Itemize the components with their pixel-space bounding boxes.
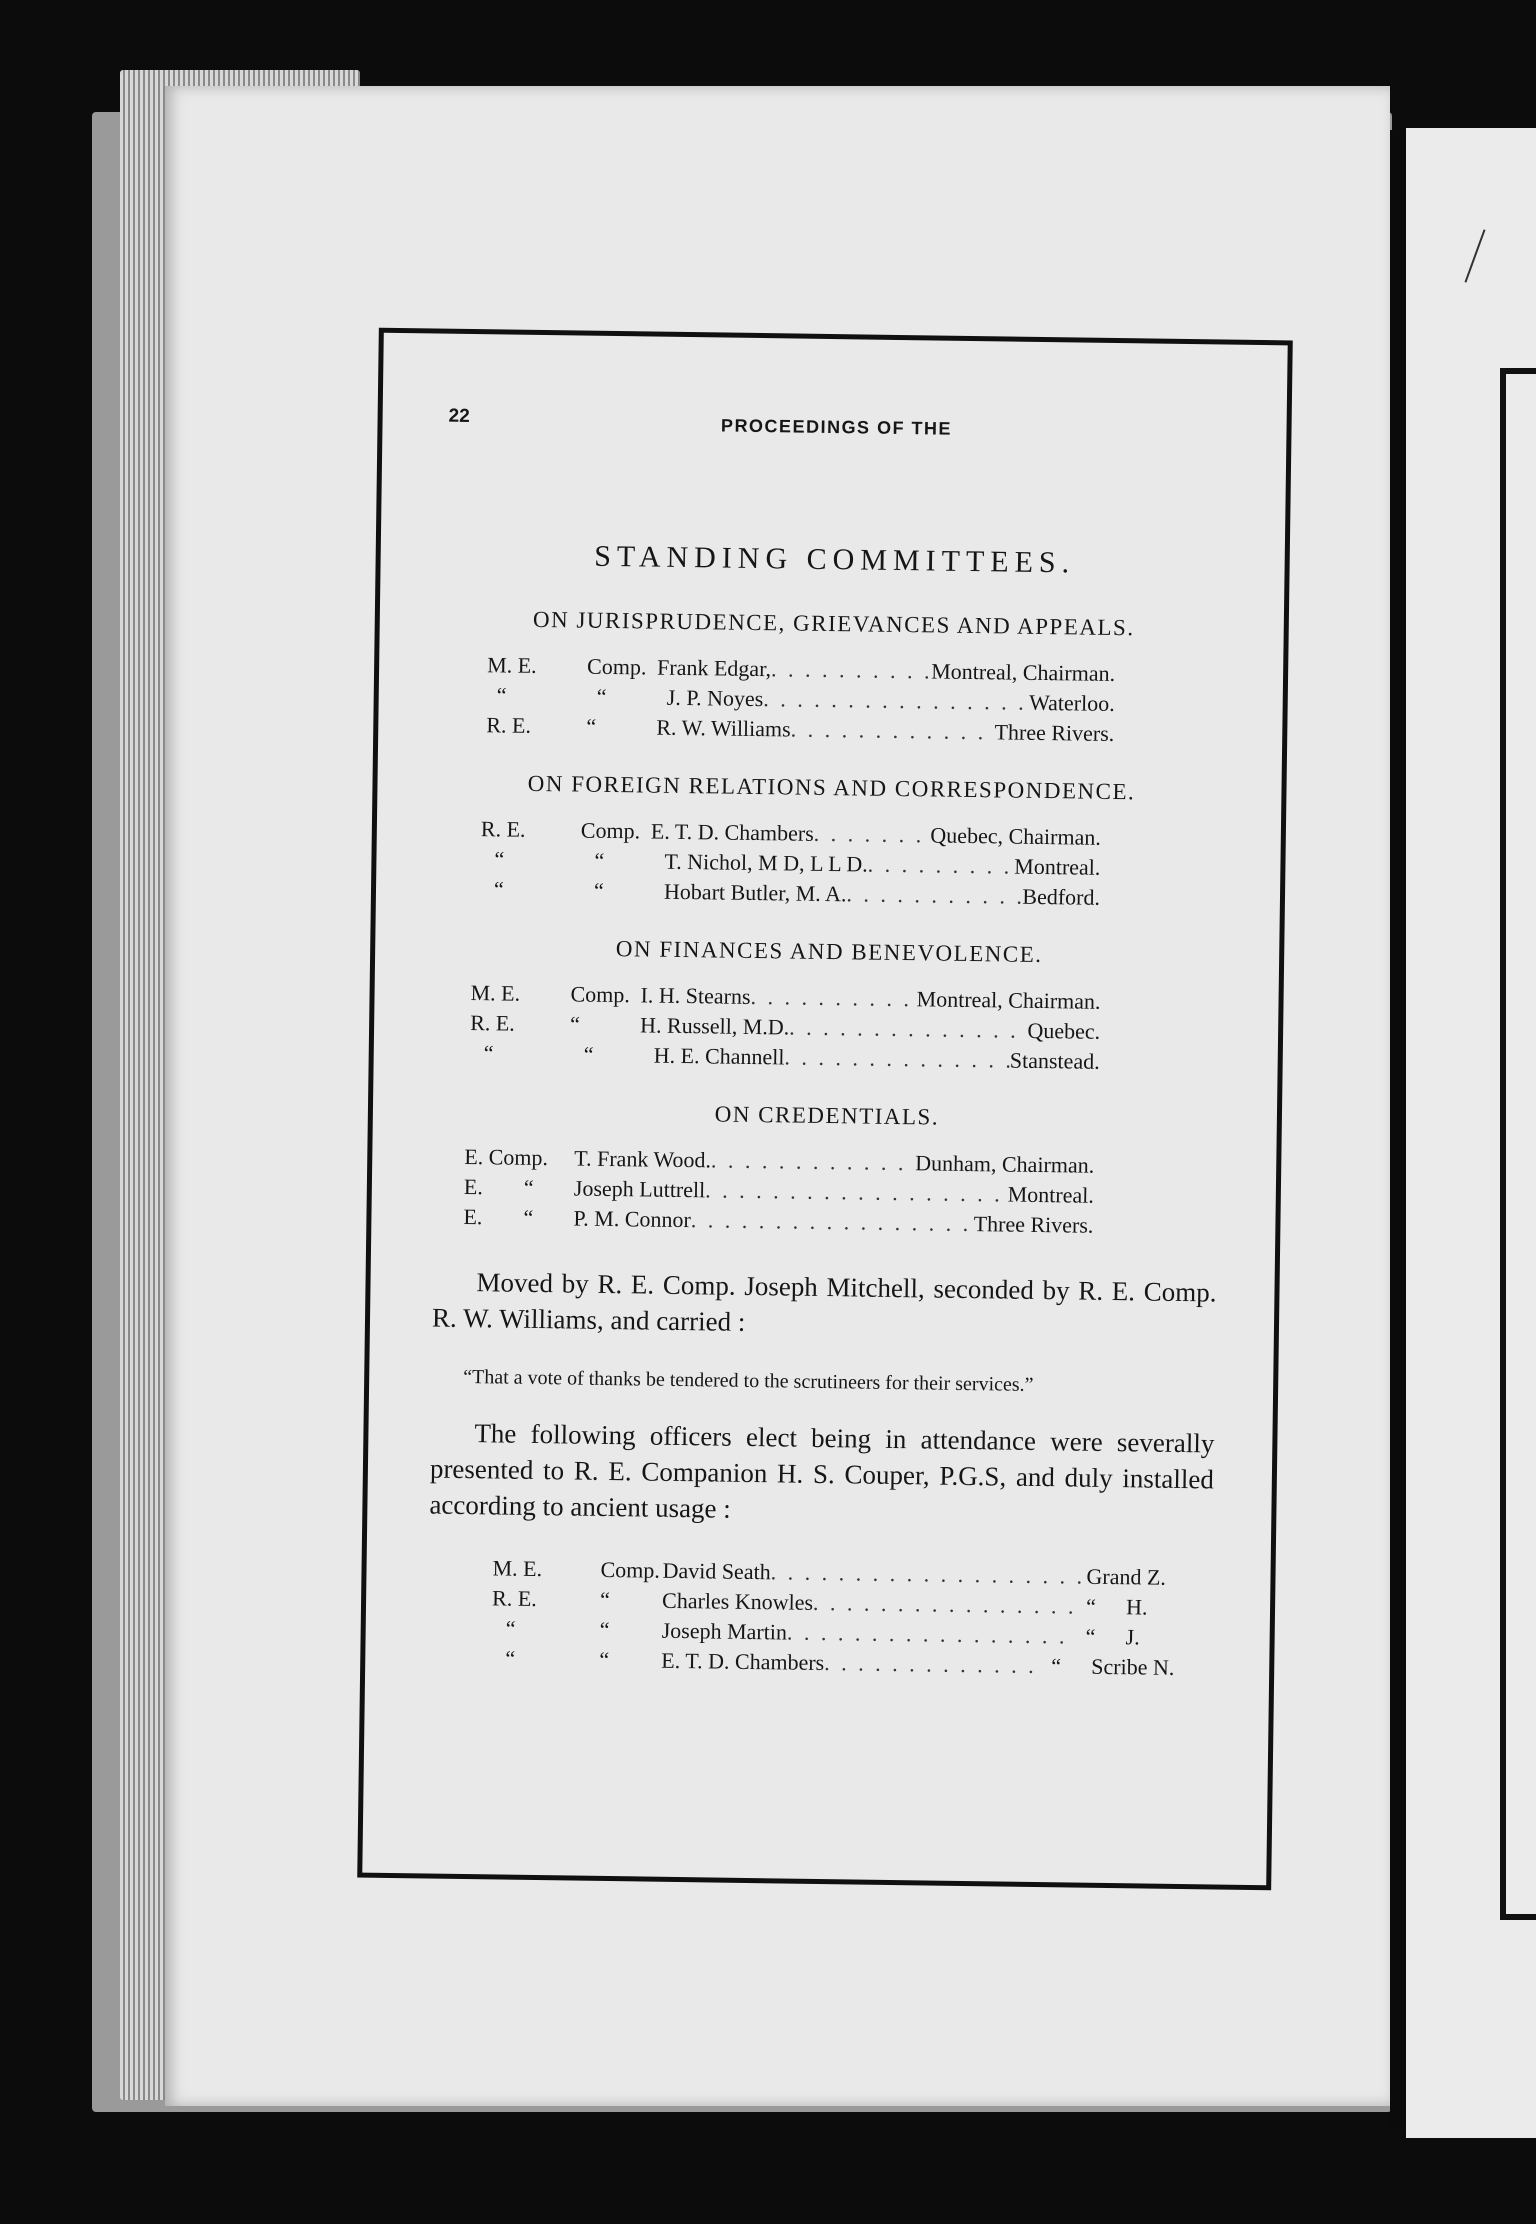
officer-list [491, 1553, 1193, 1683]
member-title: M. E. [470, 980, 521, 1006]
member-comp: Comp. [586, 653, 647, 680]
member-list [480, 814, 1101, 913]
member-place: Bedford. [1022, 883, 1101, 910]
gutter [1390, 130, 1406, 2130]
member-comp: “ [523, 1204, 534, 1230]
officer-role: Scribe N. [1091, 1653, 1175, 1680]
motion-paragraph [432, 1264, 1217, 1347]
right-page-frame [1500, 368, 1536, 1920]
member-name: Joseph Luttrell [573, 1175, 706, 1203]
member-place: Stanstead. [1009, 1047, 1100, 1074]
member-name: Hobart Butler, M. A. [663, 878, 847, 907]
dot-leader [711, 1145, 916, 1178]
member-place: Dunham, Chairman. [915, 1150, 1095, 1178]
section-title: STANDING COMMITTEES. [593, 539, 1076, 580]
dot-leader [789, 1012, 1028, 1045]
running-head: PROCEEDINGS OF THE [720, 415, 953, 439]
member-title: E. [463, 1173, 484, 1200]
member-title: “ [496, 682, 507, 708]
member-title: M. E. [486, 652, 537, 678]
dot-leader [763, 684, 1029, 718]
member-place: Montreal. [1007, 1181, 1094, 1208]
member-comp: “ [593, 877, 604, 903]
member-name: R. W. Williams [656, 714, 791, 742]
member-place: Three Rivers. [973, 1211, 1094, 1238]
member-name: Frank Edgar, [656, 654, 772, 682]
member-place: Montreal. [1014, 853, 1101, 880]
committee-finances [436, 934, 1222, 1079]
member-comp: Comp. [580, 817, 641, 844]
member-comp: “ [596, 683, 607, 709]
member-name: H. E. Channell [653, 1042, 785, 1070]
member-place: Three Rivers. [994, 719, 1115, 747]
officer-ditto: “ [1085, 1593, 1097, 1619]
member-name: I. H. Stearns [640, 982, 751, 1009]
officer-role: H. [1125, 1594, 1148, 1620]
motion-text: Moved by R. E. Comp. Joseph Mitchell, seconded by R. E. Comp. R. W. Williams, and carried : [431, 1267, 1217, 1337]
dot-leader [784, 1042, 1010, 1075]
member-place: Quebec. [1027, 1017, 1101, 1044]
page-number: 22 [448, 405, 470, 427]
officer-title: M. E. [492, 1555, 543, 1582]
member-name: P. M. Connor [573, 1205, 691, 1233]
member-comp: “ [583, 1041, 594, 1067]
officer-comp: “ [599, 1586, 611, 1613]
officer-title: R. E. [491, 1585, 537, 1612]
committee-heading: ON FINANCES AND BENEVOLENCE. [615, 936, 1043, 968]
member-place: Quebec, Chairman. [930, 822, 1101, 850]
member-title: E. Comp. [464, 1143, 549, 1171]
dot-leader [770, 1557, 1086, 1591]
member-name: H. Russell, M.D. [639, 1012, 790, 1040]
member-comp: “ [523, 1174, 534, 1200]
committee-heading: ON CREDENTIALS. [714, 1101, 940, 1130]
member-list [486, 650, 1115, 749]
installation-text: The following officers elect being in attendance were severally presented to R. E. Companion H. S. Couper, P.G.S, and duly installed according to ancient usage : [429, 1418, 1215, 1524]
dot-leader [787, 1618, 1072, 1652]
member-comp: “ [586, 713, 597, 739]
officer-name: David Seath [662, 1557, 771, 1585]
officer-role: J. [1125, 1624, 1140, 1650]
officer-comp: “ [599, 1646, 610, 1673]
member-title: R. E. [480, 816, 526, 842]
installation-paragraph [429, 1415, 1214, 1534]
member-list [470, 978, 1101, 1077]
dot-leader [814, 819, 931, 851]
member-title: “ [483, 1040, 494, 1066]
member-title: “ [493, 876, 504, 902]
officer-ditto: “ [1085, 1623, 1096, 1649]
officer-title: “ [505, 1615, 516, 1641]
member-title: R. E. [469, 1010, 515, 1036]
committee-heading: ON FOREIGN RELATIONS AND CORRESPONDENCE. [527, 770, 1136, 805]
officer-name: Charles Knowles [661, 1587, 814, 1615]
dot-leader [824, 1648, 1037, 1681]
member-place: Waterloo. [1028, 689, 1115, 717]
page-frame [357, 328, 1293, 1891]
dot-leader [771, 654, 932, 686]
committee-jurisprudence [440, 606, 1226, 751]
member-place: Montreal, Chairman. [931, 658, 1116, 687]
resolution-text: “That a vote of thanks be tendered to the scrutineers for their services.” [463, 1365, 1034, 1396]
member-name: T. Nichol, M D, L L D. [664, 848, 868, 877]
member-name: E. T. D. Chambers [650, 818, 814, 846]
officer-name: Joseph Martin [661, 1617, 788, 1645]
officer-ditto: “ [1051, 1653, 1062, 1679]
member-list [463, 1142, 1094, 1241]
member-name: J. P. Noyes [666, 684, 764, 712]
page-content [427, 406, 1229, 1684]
officer-comp: “ [599, 1616, 610, 1643]
member-comp: “ [569, 1011, 581, 1037]
committee-foreign-relations [438, 770, 1224, 915]
member-comp: Comp. [570, 981, 631, 1008]
dot-leader [846, 879, 1022, 911]
dot-leader [813, 1588, 1072, 1622]
dot-leader [750, 982, 917, 1014]
member-title: R. E. [486, 712, 532, 738]
page-header [444, 406, 1228, 457]
member-comp: “ [594, 847, 605, 873]
committee-credentials [433, 1098, 1219, 1243]
officer-role: Grand Z. [1086, 1563, 1167, 1590]
member-title: E. [463, 1203, 483, 1230]
resolution-paragraph [431, 1363, 1215, 1402]
dot-leader [691, 1205, 974, 1239]
committee-heading: ON JURISPRUDENCE, GRIEVANCES AND APPEALS. [532, 606, 1135, 641]
member-name: T. Frank Wood. [574, 1145, 712, 1173]
dot-leader [867, 850, 1014, 882]
dot-leader [790, 714, 994, 747]
officer-title: “ [505, 1645, 516, 1671]
dot-leader [705, 1175, 1008, 1209]
member-title: “ [494, 846, 505, 872]
officer-comp: Comp. [600, 1556, 661, 1583]
officer-name: E. T. D. Chambers [661, 1647, 825, 1676]
member-place: Montreal, Chairman. [916, 986, 1101, 1014]
